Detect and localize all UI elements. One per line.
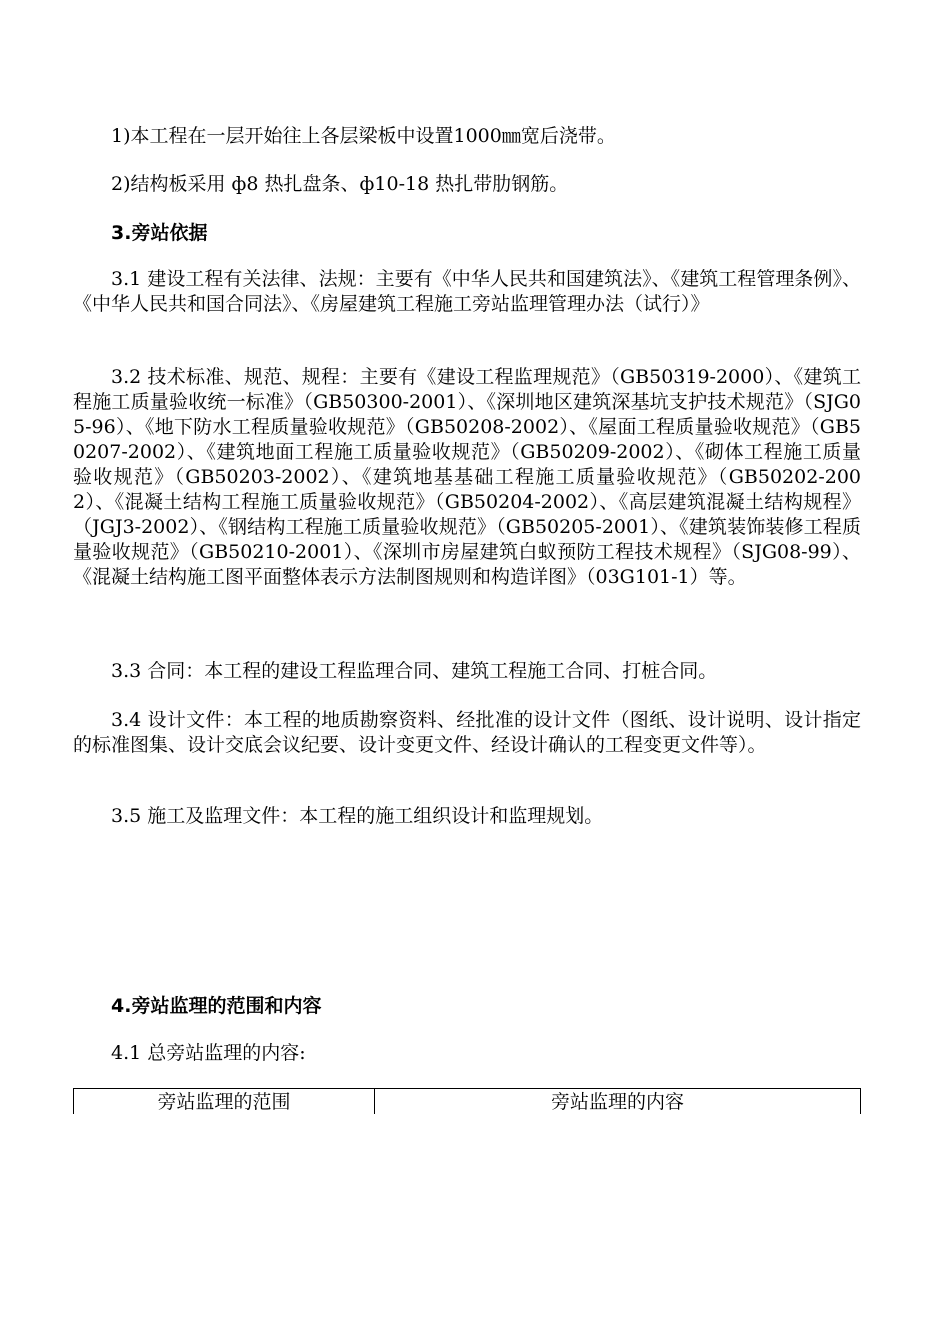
- table-header-row: [74, 1089, 861, 1115]
- paragraph-3-4-design-docs: 3.4 设计文件：本工程的地质勘察资料、经批准的设计文件（图纸、设计说明、设计指定的标准图集、设计交底会议纪要、设计变更文件、经设计确认的工程变更文件等）。: [73, 709, 861, 756]
- heading-section-3: 3.旁站依据: [111, 222, 208, 244]
- paragraph-3-5-construction-docs: 3.5 施工及监理文件：本工程的施工组织设计和监理规划。: [111, 805, 604, 827]
- paragraph-3-2-standards: 3.2 技术标准、规范、规程：主要有《建设工程监理规范》（GB50319-2000）、《建筑工程施工质量验收统一标准》（GB50300-2001）、《深圳地区建筑深基坑支护技术规范》（SJG05-96）、《地下防水工程质量验收规范》（GB50208-2002）、《屋面工程质量验收规范》（GB50207-2002）、《建筑地面工程施工质量验收规范》（GB50209-2002）、《砌体工程施工质量验收规范》（GB50203-2002）、《建筑地基基础工程施工质量验收规范》（GB50202-2002）、《混凝土结构工程施工质量验收规范》（GB50204-2002）、《高层建筑混凝土结构规程》（JGJ3-2002）、《钢结构工程施工质量验收规范》（GB50205-2001）、《建筑装饰装修工程质量验收规范》（GB50210-2001）、《深圳市房屋建筑白蚁预防工程技术规程》（SJG08-99）、《混凝土结构施工图平面整体表示方法制图规则和构造详图》（03G101-1）等。: [73, 366, 861, 588]
- paragraph-post-pour-strip: 1)本工程在一层开始往上各层梁板中设置1000㎜宽后浇带。: [111, 125, 616, 147]
- supervision-table: [73, 1088, 861, 1114]
- paragraph-3-1-laws: 3.1 建设工程有关法律、法规：主要有《中华人民共和国建筑法》、《建筑工程管理条例》、《中华人民共和国合同法》、《房屋建筑工程施工旁站监理管理办法（试行）》: [73, 268, 861, 315]
- paragraph-4-1: 4.1 总旁站监理的内容:: [111, 1042, 306, 1064]
- paragraph-rebar: 2)结构板采用 ф8 热扎盘条、ф10-18 热扎带肋钢筋。: [111, 173, 569, 195]
- heading-section-4: 4.旁站监理的范围和内容: [111, 995, 322, 1017]
- table-header-content: 旁站监理的内容: [375, 1089, 861, 1115]
- paragraph-3-3-contracts: 3.3 合同：本工程的建设工程监理合同、建筑工程施工合同、打桩合同。: [111, 660, 718, 682]
- table-header-scope: 旁站监理的范围: [74, 1089, 375, 1115]
